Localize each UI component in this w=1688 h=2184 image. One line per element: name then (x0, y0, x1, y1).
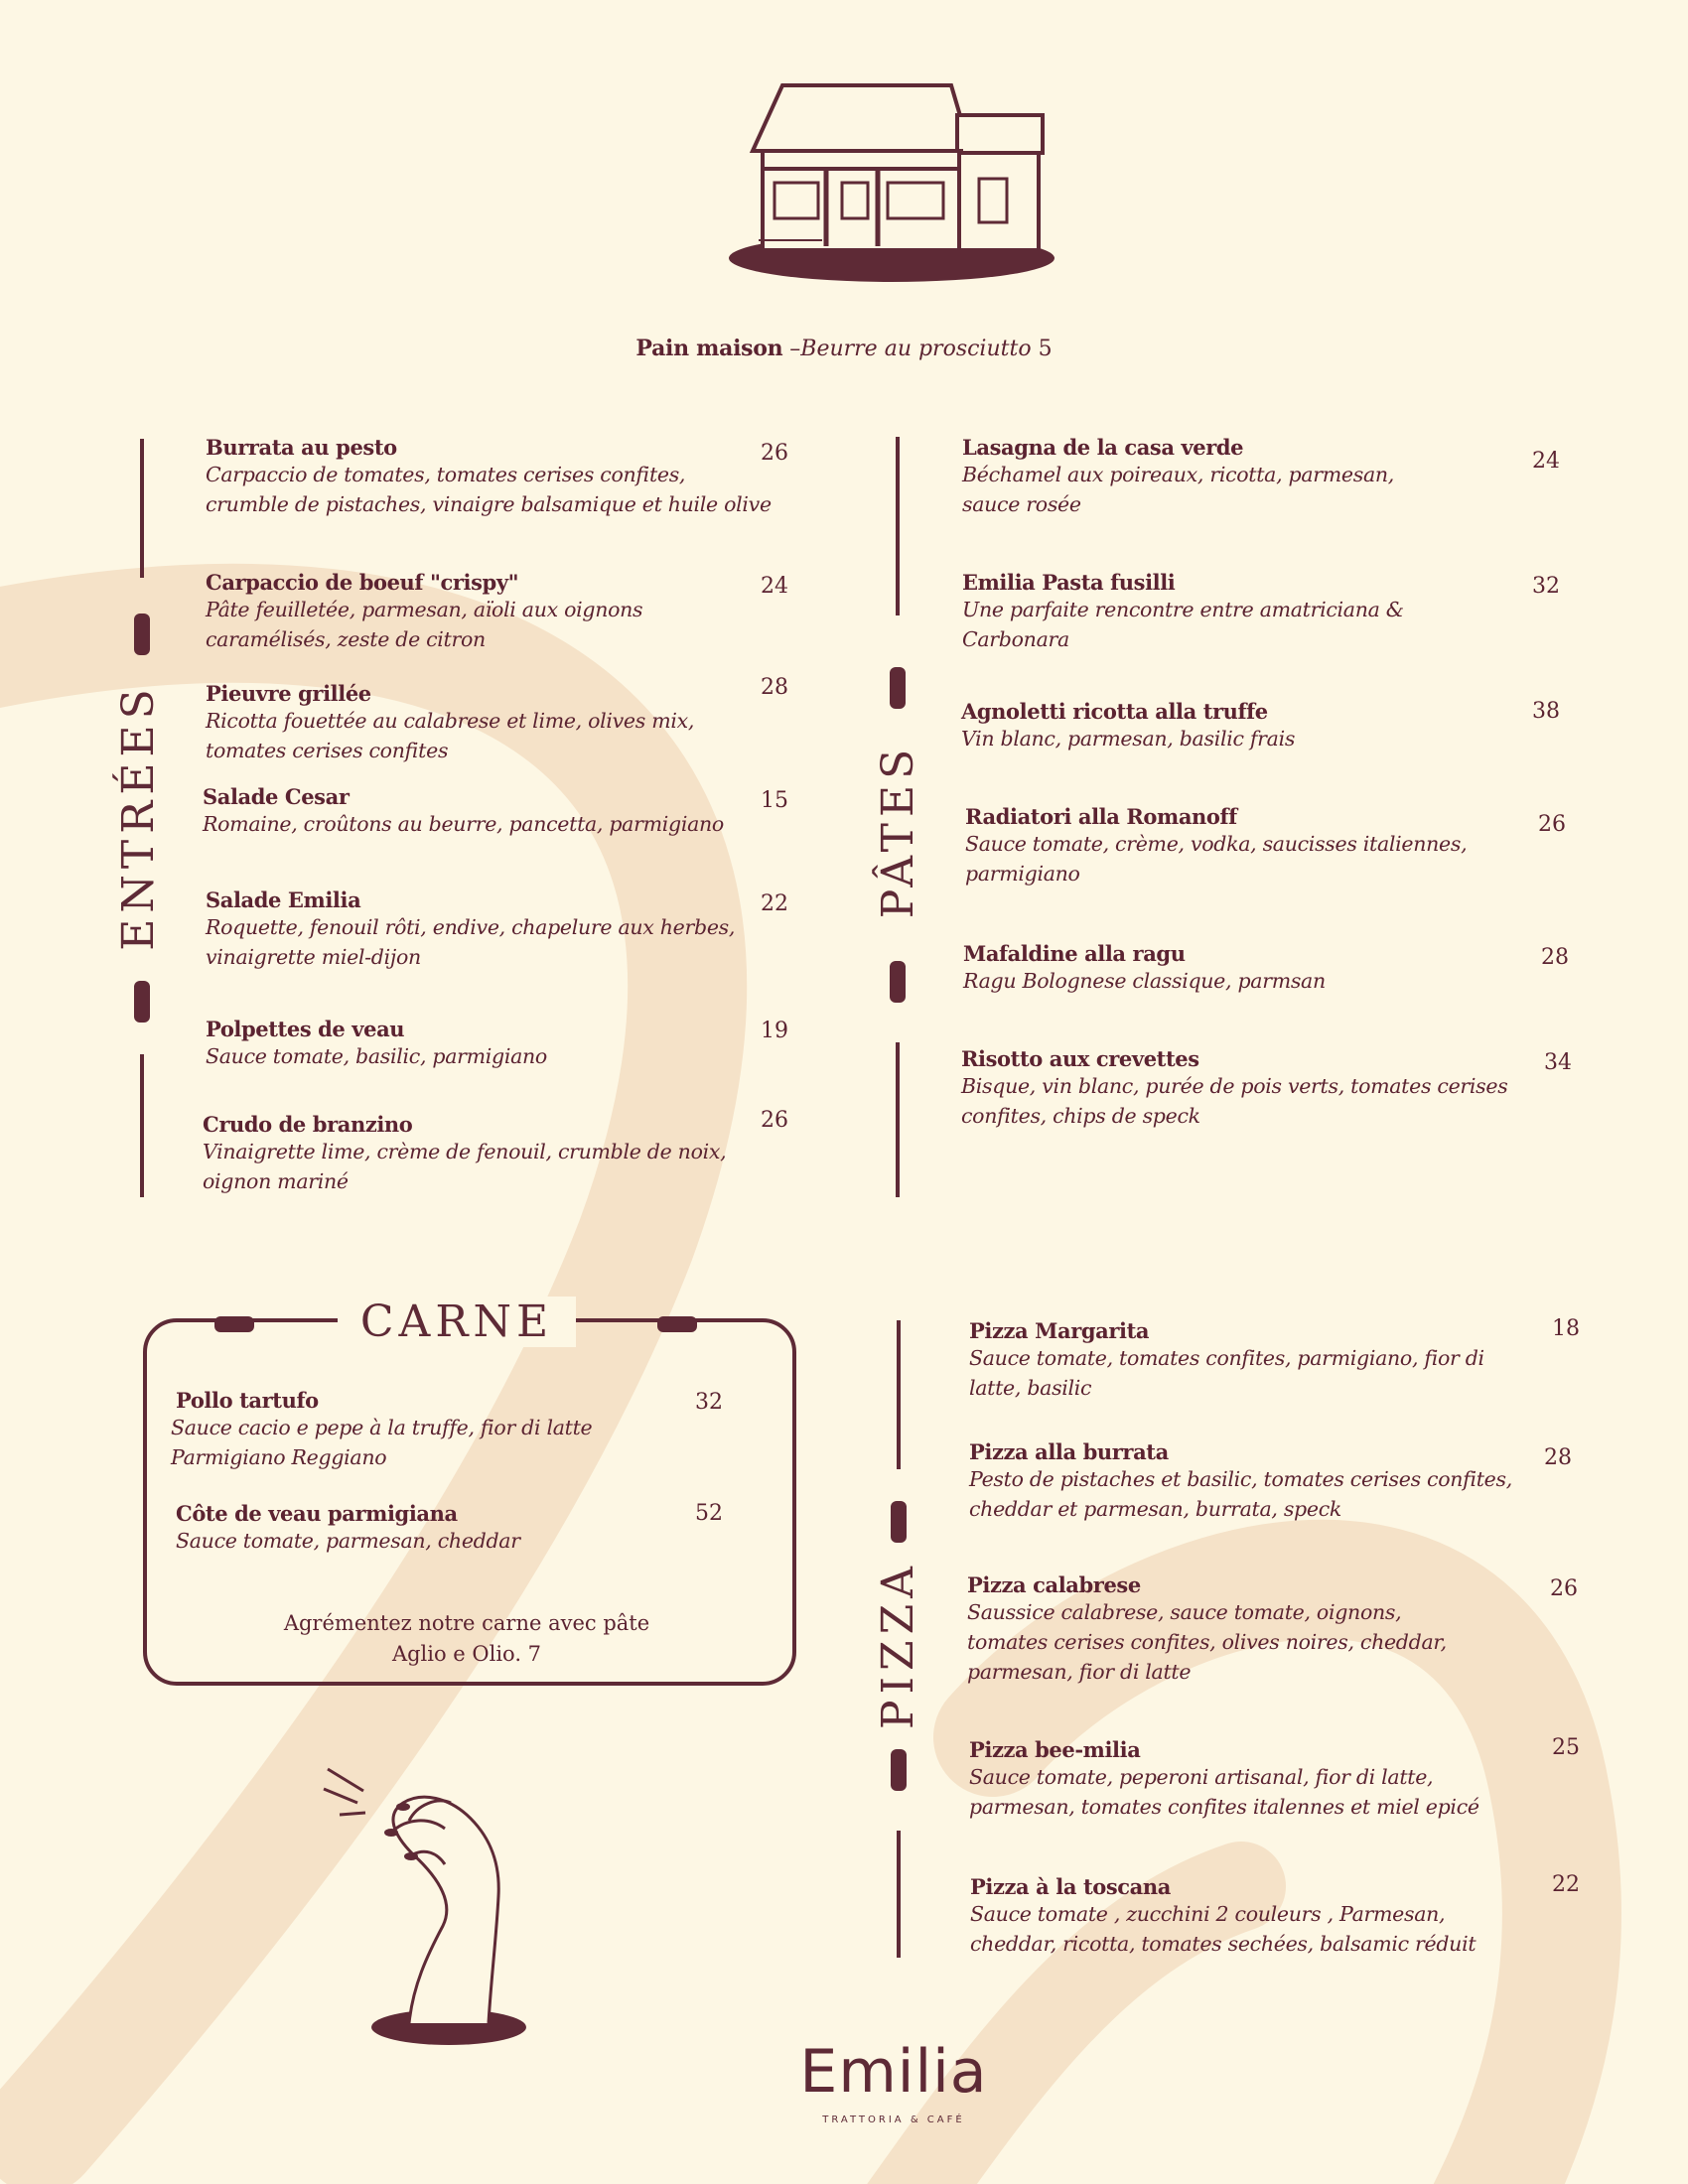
item-name: Côte de veau parmigiana (176, 1501, 458, 1526)
item-name: Risotto aux crevettes (961, 1046, 1199, 1071)
pizza-divider-top (897, 1320, 901, 1469)
menu-item (206, 435, 791, 519)
pizza-section-title: PIZZA (873, 1561, 923, 1729)
item-desc: Saussice calabrese, sauce tomate, oignons, (967, 1600, 1402, 1624)
menu-item (962, 435, 1518, 519)
menu-item (203, 784, 798, 839)
item-desc: Bisque, vin blanc, purée de pois verts, tomates cerises (961, 1074, 1508, 1098)
item-desc: Roquette, fenouil rôti, endive, chapelure aux herbes, (206, 915, 736, 939)
item-desc: latte, basilic (969, 1376, 1092, 1400)
entrees-pill-top (134, 614, 150, 655)
item-desc: Béchamel aux poireaux, ricotta, parmesan, (962, 463, 1395, 486)
item-desc: Carbonara (962, 627, 1069, 651)
item-name: Carpaccio de boeuf "crispy" (206, 570, 519, 595)
item-price: 28 (761, 675, 788, 700)
entrees-pill-bottom (134, 981, 150, 1023)
item-name: Polpettes de veau (206, 1017, 405, 1041)
menu-item (206, 570, 791, 654)
menu-item (969, 1439, 1545, 1524)
item-price: 38 (1532, 699, 1560, 724)
item-desc: Carpaccio de tomates, tomates cerises confites, (206, 463, 686, 486)
item-price: 32 (1532, 574, 1560, 599)
carne-note-line: Agrémentez notre carne avec pâte (283, 1611, 650, 1635)
menu-item (206, 1017, 791, 1071)
pizza-pill-bottom (891, 1749, 907, 1791)
item-price: 25 (1552, 1735, 1580, 1760)
item-desc: Sauce tomate, parmesan, cheddar (176, 1529, 520, 1553)
item-price: 18 (1552, 1316, 1580, 1341)
pates-divider-top (896, 437, 900, 615)
item-desc: Sauce tomate , zucchini 2 couleurs , Parmesan, (970, 1902, 1446, 1926)
item-price: 28 (1544, 1445, 1572, 1470)
item-desc: cheddar, ricotta, tomates sechées, balsamic réduit (970, 1932, 1477, 1956)
item-desc: sauce rosée (962, 492, 1081, 516)
house-illustration (723, 79, 1064, 288)
item-desc: Sauce tomate, crème, vodka, saucisses italiennes, (965, 832, 1468, 856)
item-price: 19 (761, 1019, 788, 1043)
item-price: 15 (761, 788, 788, 813)
item-desc: vinaigrette miel-dijon (206, 945, 421, 969)
item-desc: parmigiano (965, 862, 1080, 886)
menu-item (970, 1874, 1546, 1959)
item-name: Radiatori alla Romanoff (965, 804, 1237, 829)
pizza-divider-bottom (897, 1831, 901, 1958)
item-name: Lasagna de la casa verde (962, 435, 1244, 460)
item-desc: Sauce tomate, basilic, parmigiano (206, 1044, 547, 1068)
menu-item (961, 1046, 1537, 1131)
item-desc: crumble de pistaches, vinaigre balsamique et huile olive (206, 492, 772, 516)
pates-section-title: PÂTES (873, 743, 923, 919)
item-name: Salade Emilia (206, 887, 361, 912)
item-name: Pollo tartufo (176, 1388, 319, 1413)
bread-name: Pain maison (635, 336, 783, 361)
item-price: 26 (1550, 1576, 1578, 1601)
menu-item (961, 699, 1517, 753)
item-name: Crudo de branzino (203, 1112, 413, 1137)
carne-pill-right (657, 1316, 697, 1332)
item-price: 26 (1538, 812, 1566, 837)
item-price: 26 (761, 1108, 788, 1133)
menu-item (203, 1112, 798, 1196)
bread-price: 5 (1038, 337, 1053, 361)
menu-item (969, 1737, 1545, 1822)
carne-pill-left (214, 1316, 254, 1332)
item-desc: cheddar et parmesan, burrata, speck (969, 1497, 1341, 1521)
item-desc: Une parfaite rencontre entre amatriciana & (962, 598, 1404, 621)
item-name: Emilia Pasta fusilli (962, 570, 1176, 595)
item-desc: Pâte feuilletée, parmesan, aïoli aux oignons (206, 598, 643, 621)
bread-desc: Beurre au prosciutto (800, 337, 1032, 361)
item-desc: Vin blanc, parmesan, basilic frais (961, 727, 1296, 751)
item-price: 24 (761, 574, 788, 599)
entrees-section-title: ENTRÉES (113, 683, 164, 951)
menu-item (967, 1572, 1523, 1687)
menu-item (969, 1318, 1525, 1403)
item-desc: parmesan, fior di latte (967, 1660, 1192, 1684)
pates-pill-bottom (890, 961, 906, 1003)
item-desc: Ragu Bolognese classique, parmsan (963, 969, 1326, 993)
item-desc: Sauce tomate, tomates confites, parmigiano, fior di (969, 1346, 1484, 1370)
item-desc: Sauce cacio e pepe à la truffe, fior di latte (171, 1416, 593, 1439)
item-name: Pieuvre grillée (206, 681, 371, 706)
carne-note (218, 1608, 715, 1670)
item-name: Burrata au pesto (206, 435, 397, 460)
carne-note-line: Aglio e Olio. 7 (391, 1642, 542, 1666)
menu-item (965, 804, 1521, 888)
bread-separator: – (782, 337, 801, 361)
item-name: Pizza calabrese (967, 1572, 1141, 1597)
item-desc: parmesan, tomates confites italennes et miel epicé (969, 1795, 1479, 1819)
item-price: 22 (1552, 1872, 1580, 1897)
item-price: 22 (761, 891, 788, 916)
item-name: Pizza Margarita (969, 1318, 1150, 1343)
carne-section-title: CARNE (338, 1297, 576, 1347)
item-price: 34 (1544, 1050, 1572, 1075)
menu-item (963, 941, 1519, 996)
item-name: Pizza bee-milia (969, 1737, 1141, 1762)
entrees-divider-top (140, 439, 144, 578)
item-desc: confites, chips de speck (961, 1104, 1200, 1128)
item-desc: Romaine, croûtons au beurre, pancetta, parmigiano (203, 812, 724, 836)
item-name: Pizza à la toscana (970, 1874, 1171, 1899)
menu-item (962, 570, 1518, 654)
entrees-divider-bottom (140, 1054, 144, 1197)
pates-divider-bottom (896, 1042, 900, 1197)
item-name: Salade Cesar (203, 784, 350, 809)
item-price: 28 (1541, 945, 1569, 970)
menu-item (206, 887, 791, 972)
item-desc: Ricotta fouettée au calabrese et lime, olives mix, (206, 709, 695, 733)
menu-item (171, 1388, 687, 1472)
item-desc: Vinaigrette lime, crème de fenouil, crumble de noix, (203, 1140, 727, 1163)
bread-line (0, 336, 1688, 361)
hand-illustration (318, 1757, 566, 2055)
logo-wordmark: Emilia (799, 2037, 988, 2107)
item-desc: Pesto de pistaches et basilic, tomates cerises confites, (969, 1467, 1512, 1491)
item-price: 52 (695, 1501, 723, 1526)
item-name: Agnoletti ricotta alla truffe (961, 699, 1268, 724)
item-name: Pizza alla burrata (969, 1439, 1169, 1464)
item-price: 32 (695, 1390, 723, 1415)
item-price: 26 (761, 441, 788, 466)
item-desc: tomates cerises confites, olives noires, cheddar, (967, 1630, 1447, 1654)
item-desc: caramélisés, zeste de citron (206, 627, 486, 651)
logo-subtitle: TRATTORIA & CAFÉ (822, 2115, 965, 2125)
item-desc: oignon mariné (203, 1169, 349, 1193)
item-desc: Parmigiano Reggiano (171, 1445, 387, 1469)
item-desc: Sauce tomate, peperoni artisanal, fior di latte, (969, 1765, 1434, 1789)
menu-item (206, 681, 791, 765)
item-price: 24 (1532, 449, 1560, 474)
item-name: Mafaldine alla ragu (963, 941, 1186, 966)
item-desc: tomates cerises confites (206, 739, 449, 762)
menu-item (176, 1501, 692, 1556)
